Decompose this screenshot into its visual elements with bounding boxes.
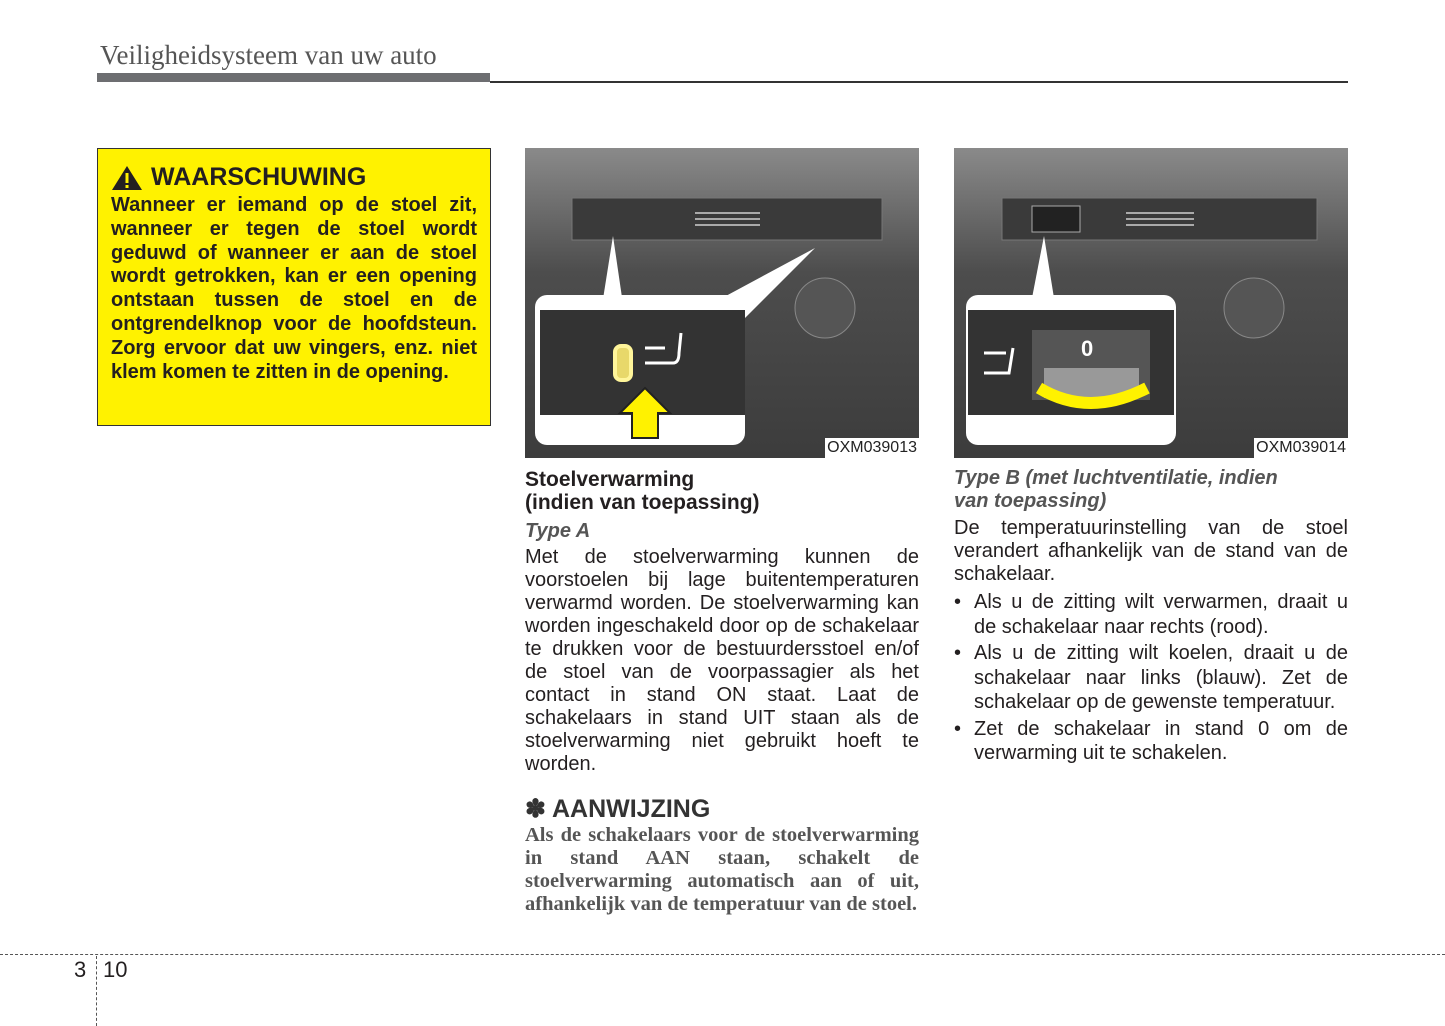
note-title: ✽ AANWIJZING [525,795,711,823]
note-text: Als de schakelaars voor de stoelverwarming in stand AAN staan, schakelt de stoelverwarming automatisch aan of uit, afhankelijk van de temperatuur van de stoel. [525,824,919,915]
type-a-text: Met de stoelverwarming kunnen de voorstoelen bij lage buitentemperaturen verwarmd worden. De stoelverwarming kan worden ingeschakeld door op de schakelaar te drukken voor de bestuurdersstoel en/of de stoel van de voorpassagier als het contact in stand ON staat. Laat de schakelaars in stand UIT staan als de stoelverwarming niet gebruikt hoeft te worden. [525,546,919,775]
warning-triangle-icon [111,165,143,191]
seat-climate-dial-illustration [954,148,1348,458]
type-b-label: Type B (met luchtventilatie, indien [954,467,1278,489]
type-a-label: Type A [525,520,591,542]
section-subheading: (indien van toepassing) [525,491,760,514]
type-b-text: De temperatuurinstelling van de stoel verandert afhankelijk van de stand van de schakelaar. [954,517,1348,585]
figure-seat-climate-dial [954,148,1348,458]
page-number: 10 [103,957,128,982]
figure-code: OXM039013 [827,439,917,456]
footer-rule [0,954,1445,955]
figure-code: OXM039014 [1256,439,1346,456]
column-type-b [954,148,1348,768]
page-header-title: Veiligheidsysteem van uw auto [100,40,437,70]
column-type-a [525,148,919,916]
figure-seat-heater-button [525,148,919,458]
dial-zero-label: 0 [1081,336,1094,361]
section-number: 3 [74,957,87,982]
seat-heater-illustration [525,148,919,458]
warning-title: WAARSCHUWING [151,163,367,191]
warning-heading [111,163,477,192]
section-heading: Stoelverwarming [525,468,695,491]
note-box [525,794,919,916]
bullet-item: • Als u de zitting wilt verwarmen, draait u de schakelaar naar rechts (rood). [954,590,1348,639]
warning-box [97,148,491,426]
warning-text: Wanneer er iemand op de stoel zit, wanneer er tegen de stoel wordt geduwd of wanneer er aan de stoel wordt getrokken, kan er een opening ontstaan tussen de stoel en de ontgrendelknop voor de hoofdsteun. Zorg ervoor dat uw vingers, enz. niet klem komen te zitten in de opening. [111,194,477,383]
footer-separator [96,956,97,1026]
header-rule [490,81,1348,83]
type-b-label-cont: van toepassing) [954,490,1107,512]
header-bar [97,73,490,82]
bullet-item: • Zet de schakelaar in stand 0 om de verwarming uit te schakelen. [954,717,1348,766]
type-b-bullets [954,590,1348,766]
bullet-item: • Als u de zitting wilt koelen, draait u de schakelaar naar links (blauw). Zet de schakelaar op de gewenste temperatuur. [954,641,1348,715]
